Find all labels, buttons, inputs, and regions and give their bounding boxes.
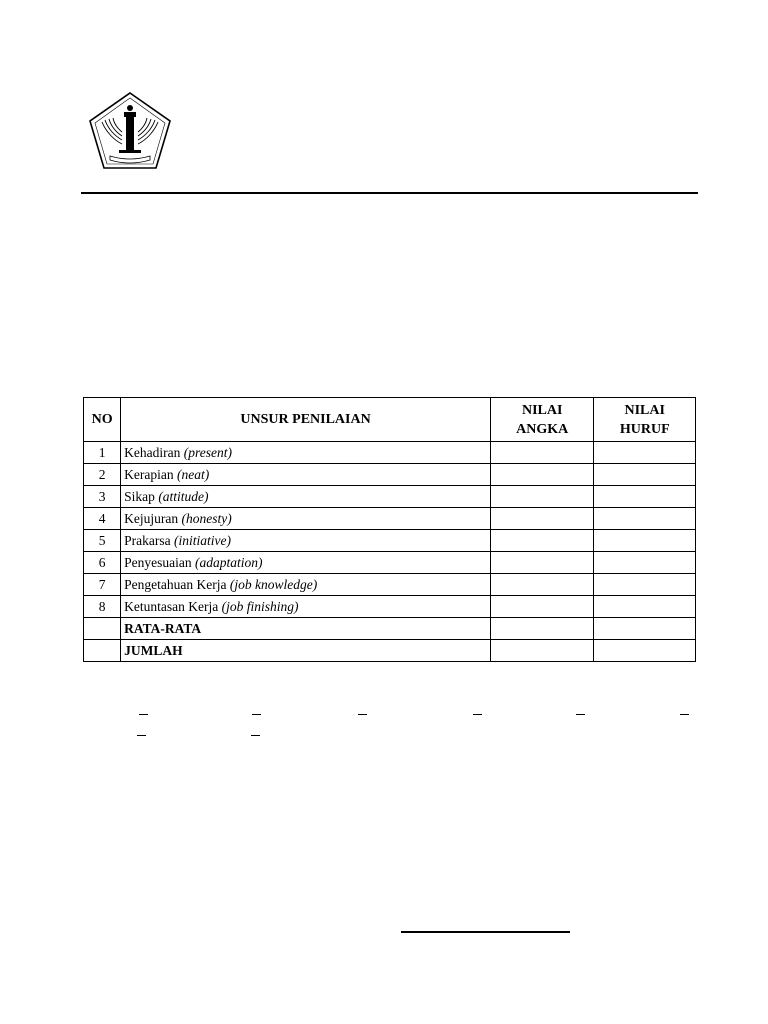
dash-mark (473, 714, 482, 715)
table-row-average (84, 618, 696, 640)
average-no-cell (84, 618, 121, 640)
row-number: 4 (84, 508, 121, 530)
nilai-angka-cell[interactable] (490, 464, 594, 486)
row-number: 1 (84, 442, 121, 464)
average-angka-cell[interactable] (490, 618, 594, 640)
header-divider (81, 192, 698, 194)
criterion-english: (attitude) (158, 488, 209, 504)
nilai-angka-cell[interactable] (490, 442, 594, 464)
nilai-huruf-cell[interactable] (594, 552, 696, 574)
row-criterion (121, 508, 491, 530)
total-label: JUMLAH (121, 640, 491, 662)
average-label: RATA-RATA (121, 618, 491, 640)
dash-mark (139, 714, 148, 715)
average-huruf-cell[interactable] (594, 618, 696, 640)
row-number: 8 (84, 596, 121, 618)
criterion-english: (job finishing) (221, 598, 299, 614)
dash-mark (251, 735, 260, 736)
table-row (84, 486, 696, 508)
nilai-huruf-cell[interactable] (594, 574, 696, 596)
nilai-huruf-cell[interactable] (594, 442, 696, 464)
nilai-angka-cell[interactable] (490, 552, 594, 574)
signature-line (401, 931, 570, 933)
ministry-emblem-logo (86, 90, 174, 172)
row-criterion (121, 442, 491, 464)
row-number: 6 (84, 552, 121, 574)
dash-mark (358, 714, 367, 715)
row-criterion (121, 574, 491, 596)
nilai-huruf-cell[interactable] (594, 596, 696, 618)
header-nilai-angka (490, 398, 594, 442)
table-row (84, 530, 696, 552)
nilai-huruf-cell[interactable] (594, 530, 696, 552)
row-number: 5 (84, 530, 121, 552)
total-huruf-cell[interactable] (594, 640, 696, 662)
nilai-angka-cell[interactable] (490, 574, 594, 596)
total-no-cell (84, 640, 121, 662)
row-criterion (121, 596, 491, 618)
table-row (84, 464, 696, 486)
criterion-label: Ketuntasan Kerja (124, 598, 219, 614)
row-number: 2 (84, 464, 121, 486)
header-unsur-penilaian: UNSUR PENILAIAN (121, 398, 491, 442)
nilai-angka-cell[interactable] (490, 508, 594, 530)
nilai-huruf-cell[interactable] (594, 464, 696, 486)
header-no: NO (84, 398, 121, 442)
dash-mark (576, 714, 585, 715)
criterion-label: Kerapian (124, 466, 174, 482)
table-row-total (84, 640, 696, 662)
dash-mark (252, 714, 261, 715)
table-row (84, 508, 696, 530)
assessment-table (83, 397, 696, 662)
nilai-huruf-cell[interactable] (594, 508, 696, 530)
table-header-row (84, 398, 696, 442)
header-nilai-huruf-line2: HURUF (619, 421, 670, 437)
criterion-english: (initiative) (174, 532, 232, 548)
header-nilai-huruf-line1: NILAI (624, 402, 665, 418)
criterion-label: Sikap (124, 488, 155, 504)
criterion-label: Kejujuran (124, 510, 179, 526)
total-angka-cell[interactable] (490, 640, 594, 662)
criterion-english: (present) (183, 444, 233, 460)
row-criterion (121, 530, 491, 552)
criterion-english: (job knowledge) (229, 576, 318, 592)
nilai-angka-cell[interactable] (490, 596, 594, 618)
table-row (84, 596, 696, 618)
dash-mark (680, 714, 689, 715)
header-nilai-angka-line1: NILAI (522, 402, 563, 418)
row-number: 7 (84, 574, 121, 596)
table-row (84, 552, 696, 574)
nilai-huruf-cell[interactable] (594, 486, 696, 508)
row-criterion (121, 552, 491, 574)
nilai-angka-cell[interactable] (490, 530, 594, 552)
row-criterion (121, 464, 491, 486)
row-criterion (121, 486, 491, 508)
row-number: 3 (84, 486, 121, 508)
criterion-label: Kehadiran (124, 444, 181, 460)
criterion-english: (adaptation) (195, 554, 263, 570)
criterion-english: (honesty) (181, 510, 232, 526)
table-row (84, 574, 696, 596)
criterion-label: Pengetahuan Kerja (124, 576, 227, 592)
criterion-label: Prakarsa (124, 532, 171, 548)
dash-mark (137, 735, 146, 736)
criterion-english: (neat) (177, 466, 210, 482)
nilai-angka-cell[interactable] (490, 486, 594, 508)
criterion-label: Penyesuaian (124, 554, 192, 570)
header-nilai-huruf (594, 398, 696, 442)
table-row (84, 442, 696, 464)
header-nilai-angka-line2: ANGKA (516, 421, 569, 437)
